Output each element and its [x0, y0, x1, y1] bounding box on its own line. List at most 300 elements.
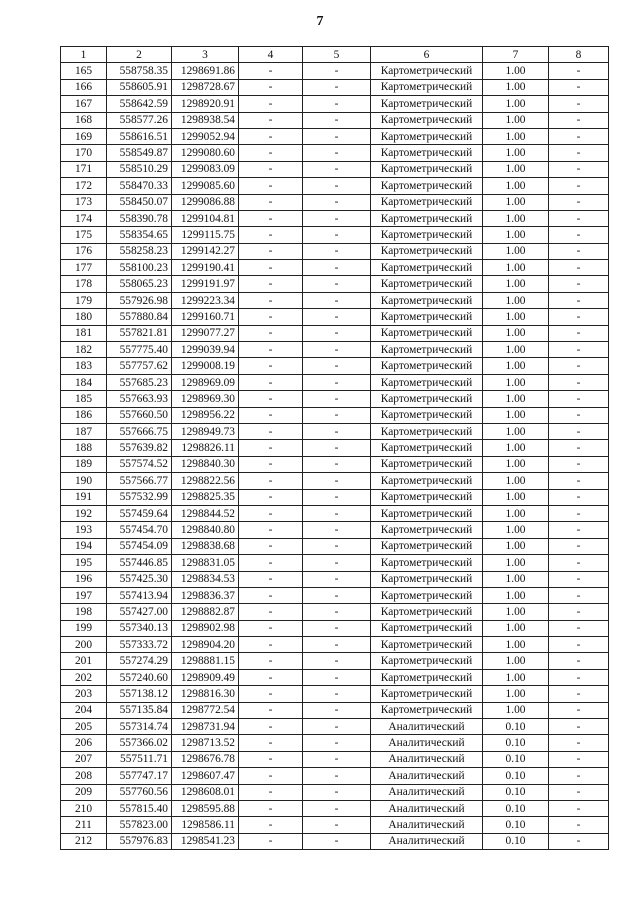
column-4-cell: - — [239, 505, 303, 521]
method-cell: Картометрический — [371, 128, 483, 144]
column-4-cell: - — [239, 620, 303, 636]
column-5-cell: - — [303, 292, 371, 308]
column-4-cell: - — [239, 719, 303, 735]
method-cell: Картометрический — [371, 505, 483, 521]
column-5-cell: - — [303, 342, 371, 358]
point-number-cell: 195 — [61, 555, 107, 571]
column-4-cell: - — [239, 79, 303, 95]
y-coordinate-cell: 1298816.30 — [172, 686, 239, 702]
column-8-cell: - — [549, 161, 609, 177]
column-8-cell: - — [549, 145, 609, 161]
column-5-cell: - — [303, 227, 371, 243]
column-5-cell: - — [303, 653, 371, 669]
x-coordinate-cell: 557685.23 — [107, 374, 172, 390]
column-4-cell: - — [239, 243, 303, 259]
method-cell: Картометрический — [371, 686, 483, 702]
point-number-cell: 192 — [61, 505, 107, 521]
y-coordinate-cell: 1299008.19 — [172, 358, 239, 374]
y-coordinate-cell: 1298969.30 — [172, 391, 239, 407]
y-coordinate-cell: 1298713.52 — [172, 735, 239, 751]
accuracy-cell: 0.10 — [483, 817, 549, 833]
table-row — [61, 538, 609, 554]
accuracy-cell: 1.00 — [483, 276, 549, 292]
column-8-cell: - — [549, 423, 609, 439]
column-8-cell: - — [549, 587, 609, 603]
point-number-cell: 169 — [61, 128, 107, 144]
column-5-cell: - — [303, 63, 371, 79]
point-number-cell: 189 — [61, 456, 107, 472]
x-coordinate-cell: 557425.30 — [107, 571, 172, 587]
column-5-cell: - — [303, 604, 371, 620]
accuracy-cell: 1.00 — [483, 538, 549, 554]
method-cell: Картометрический — [371, 112, 483, 128]
accuracy-cell: 0.10 — [483, 784, 549, 800]
x-coordinate-cell: 558450.07 — [107, 194, 172, 210]
column-8-cell: - — [549, 309, 609, 325]
column-4-cell: - — [239, 96, 303, 112]
y-coordinate-cell: 1298840.30 — [172, 456, 239, 472]
table-row — [61, 784, 609, 800]
y-coordinate-cell: 1298608.01 — [172, 784, 239, 800]
method-cell: Картометрический — [371, 227, 483, 243]
table-row — [61, 473, 609, 489]
x-coordinate-cell: 557454.09 — [107, 538, 172, 554]
point-number-cell: 207 — [61, 751, 107, 767]
method-cell: Картометрический — [371, 161, 483, 177]
point-number-cell: 208 — [61, 768, 107, 784]
x-coordinate-cell: 557821.81 — [107, 325, 172, 341]
column-8-cell: - — [549, 751, 609, 767]
column-5-cell: - — [303, 374, 371, 390]
y-coordinate-cell: 1298825.35 — [172, 489, 239, 505]
y-coordinate-cell: 1299085.60 — [172, 178, 239, 194]
column-8-cell: - — [549, 407, 609, 423]
column-8-cell: - — [549, 489, 609, 505]
table-row — [61, 522, 609, 538]
method-cell: Картометрический — [371, 456, 483, 472]
method-cell: Аналитический — [371, 719, 483, 735]
column-4-cell: - — [239, 751, 303, 767]
column-4-cell: - — [239, 669, 303, 685]
column-4-cell: - — [239, 260, 303, 276]
column-5-cell: - — [303, 473, 371, 489]
column-4-cell: - — [239, 342, 303, 358]
accuracy-cell: 1.00 — [483, 440, 549, 456]
column-5-cell: - — [303, 407, 371, 423]
y-coordinate-cell: 1299104.81 — [172, 210, 239, 226]
column-5-cell: - — [303, 669, 371, 685]
y-coordinate-cell: 1298586.11 — [172, 817, 239, 833]
point-number-cell: 176 — [61, 243, 107, 259]
column-4-cell: - — [239, 686, 303, 702]
y-coordinate-cell: 1299039.94 — [172, 342, 239, 358]
x-coordinate-cell: 557274.29 — [107, 653, 172, 669]
accuracy-cell: 1.00 — [483, 342, 549, 358]
column-header: 1 — [61, 47, 107, 63]
point-number-cell: 198 — [61, 604, 107, 620]
table-row — [61, 407, 609, 423]
column-8-cell: - — [549, 227, 609, 243]
point-number-cell: 197 — [61, 587, 107, 603]
x-coordinate-cell: 557660.50 — [107, 407, 172, 423]
point-number-cell: 187 — [61, 423, 107, 439]
column-5-cell: - — [303, 817, 371, 833]
accuracy-cell: 1.00 — [483, 79, 549, 95]
column-4-cell: - — [239, 587, 303, 603]
column-8-cell: - — [549, 735, 609, 751]
y-coordinate-cell: 1298826.11 — [172, 440, 239, 456]
column-4-cell: - — [239, 522, 303, 538]
table-row — [61, 440, 609, 456]
point-number-cell: 172 — [61, 178, 107, 194]
point-number-cell: 194 — [61, 538, 107, 554]
x-coordinate-cell: 557574.52 — [107, 456, 172, 472]
table-row — [61, 637, 609, 653]
y-coordinate-cell: 1299190.41 — [172, 260, 239, 276]
point-number-cell: 177 — [61, 260, 107, 276]
table-row — [61, 735, 609, 751]
table-row — [61, 423, 609, 439]
method-cell: Картометрический — [371, 473, 483, 489]
point-number-cell: 178 — [61, 276, 107, 292]
accuracy-cell: 1.00 — [483, 669, 549, 685]
column-8-cell: - — [549, 260, 609, 276]
column-4-cell: - — [239, 276, 303, 292]
table-row — [61, 489, 609, 505]
point-number-cell: 167 — [61, 96, 107, 112]
y-coordinate-cell: 1299191.97 — [172, 276, 239, 292]
y-coordinate-cell: 1298838.68 — [172, 538, 239, 554]
column-5-cell: - — [303, 309, 371, 325]
column-5-cell: - — [303, 538, 371, 554]
x-coordinate-cell: 558065.23 — [107, 276, 172, 292]
accuracy-cell: 1.00 — [483, 423, 549, 439]
table-row — [61, 309, 609, 325]
y-coordinate-cell: 1299083.09 — [172, 161, 239, 177]
point-number-cell: 199 — [61, 620, 107, 636]
accuracy-cell: 1.00 — [483, 407, 549, 423]
point-number-cell: 193 — [61, 522, 107, 538]
table-row — [61, 96, 609, 112]
column-4-cell: - — [239, 473, 303, 489]
column-8-cell: - — [549, 358, 609, 374]
accuracy-cell: 1.00 — [483, 128, 549, 144]
column-4-cell: - — [239, 407, 303, 423]
table-row — [61, 161, 609, 177]
y-coordinate-cell: 1298728.67 — [172, 79, 239, 95]
accuracy-cell: 0.10 — [483, 735, 549, 751]
accuracy-cell: 1.00 — [483, 63, 549, 79]
accuracy-cell: 1.00 — [483, 637, 549, 653]
column-8-cell: - — [549, 768, 609, 784]
column-4-cell: - — [239, 784, 303, 800]
x-coordinate-cell: 557340.13 — [107, 620, 172, 636]
table-row — [61, 751, 609, 767]
point-number-cell: 170 — [61, 145, 107, 161]
method-cell: Аналитический — [371, 735, 483, 751]
x-coordinate-cell: 558258.23 — [107, 243, 172, 259]
table-row — [61, 292, 609, 308]
method-cell: Картометрический — [371, 325, 483, 341]
column-8-cell: - — [549, 833, 609, 849]
column-4-cell: - — [239, 555, 303, 571]
x-coordinate-cell: 557333.72 — [107, 637, 172, 653]
column-5-cell: - — [303, 161, 371, 177]
method-cell: Картометрический — [371, 571, 483, 587]
accuracy-cell: 1.00 — [483, 604, 549, 620]
column-header: 7 — [483, 47, 549, 63]
accuracy-cell: 1.00 — [483, 227, 549, 243]
column-8-cell: - — [549, 440, 609, 456]
column-header: 3 — [172, 47, 239, 63]
x-coordinate-cell: 558470.33 — [107, 178, 172, 194]
method-cell: Картометрический — [371, 604, 483, 620]
column-5-cell: - — [303, 735, 371, 751]
point-number-cell: 166 — [61, 79, 107, 95]
column-4-cell: - — [239, 637, 303, 653]
x-coordinate-cell: 558100.23 — [107, 260, 172, 276]
x-coordinate-cell: 557747.17 — [107, 768, 172, 784]
column-header: 8 — [549, 47, 609, 63]
accuracy-cell: 1.00 — [483, 473, 549, 489]
y-coordinate-cell: 1298607.47 — [172, 768, 239, 784]
column-8-cell: - — [549, 620, 609, 636]
method-cell: Картометрический — [371, 587, 483, 603]
method-cell: Картометрический — [371, 210, 483, 226]
point-number-cell: 184 — [61, 374, 107, 390]
point-number-cell: 212 — [61, 833, 107, 849]
accuracy-cell: 1.00 — [483, 292, 549, 308]
column-4-cell: - — [239, 456, 303, 472]
x-coordinate-cell: 557775.40 — [107, 342, 172, 358]
table-row — [61, 800, 609, 816]
table-row — [61, 325, 609, 341]
point-number-cell: 185 — [61, 391, 107, 407]
method-cell: Картометрический — [371, 276, 483, 292]
point-number-cell: 174 — [61, 210, 107, 226]
column-4-cell: - — [239, 227, 303, 243]
column-8-cell: - — [549, 292, 609, 308]
point-number-cell: 175 — [61, 227, 107, 243]
x-coordinate-cell: 557135.84 — [107, 702, 172, 718]
method-cell: Картометрический — [371, 96, 483, 112]
method-cell: Картометрический — [371, 538, 483, 554]
y-coordinate-cell: 1298831.05 — [172, 555, 239, 571]
table-row — [61, 669, 609, 685]
method-cell: Аналитический — [371, 833, 483, 849]
x-coordinate-cell: 558354.65 — [107, 227, 172, 243]
y-coordinate-cell: 1298840.80 — [172, 522, 239, 538]
column-8-cell: - — [549, 604, 609, 620]
point-number-cell: 180 — [61, 309, 107, 325]
y-coordinate-cell: 1298772.54 — [172, 702, 239, 718]
method-cell: Картометрический — [371, 309, 483, 325]
column-8-cell: - — [549, 784, 609, 800]
x-coordinate-cell: 557757.62 — [107, 358, 172, 374]
x-coordinate-cell: 557760.56 — [107, 784, 172, 800]
column-8-cell: - — [549, 210, 609, 226]
column-5-cell: - — [303, 637, 371, 653]
y-coordinate-cell: 1298676.78 — [172, 751, 239, 767]
point-number-cell: 200 — [61, 637, 107, 653]
method-cell: Картометрический — [371, 194, 483, 210]
accuracy-cell: 1.00 — [483, 505, 549, 521]
y-coordinate-cell: 1298834.53 — [172, 571, 239, 587]
column-8-cell: - — [549, 342, 609, 358]
column-5-cell: - — [303, 145, 371, 161]
x-coordinate-cell: 557454.70 — [107, 522, 172, 538]
table-row — [61, 620, 609, 636]
x-coordinate-cell: 557880.84 — [107, 309, 172, 325]
point-number-cell: 182 — [61, 342, 107, 358]
column-header: 5 — [303, 47, 371, 63]
x-coordinate-cell: 557666.75 — [107, 423, 172, 439]
x-coordinate-cell: 558642.59 — [107, 96, 172, 112]
accuracy-cell: 0.10 — [483, 719, 549, 735]
column-4-cell: - — [239, 358, 303, 374]
point-number-cell: 205 — [61, 719, 107, 735]
column-5-cell: - — [303, 276, 371, 292]
point-number-cell: 211 — [61, 817, 107, 833]
column-5-cell: - — [303, 686, 371, 702]
point-number-cell: 202 — [61, 669, 107, 685]
column-4-cell: - — [239, 702, 303, 718]
point-number-cell: 196 — [61, 571, 107, 587]
point-number-cell: 190 — [61, 473, 107, 489]
column-4-cell: - — [239, 538, 303, 554]
column-5-cell: - — [303, 489, 371, 505]
table-row — [61, 456, 609, 472]
column-8-cell: - — [549, 653, 609, 669]
y-coordinate-cell: 1298882.87 — [172, 604, 239, 620]
column-8-cell: - — [549, 128, 609, 144]
column-5-cell: - — [303, 719, 371, 735]
accuracy-cell: 1.00 — [483, 309, 549, 325]
x-coordinate-cell: 557511.71 — [107, 751, 172, 767]
accuracy-cell: 1.00 — [483, 161, 549, 177]
method-cell: Картометрический — [371, 423, 483, 439]
table-header-row — [61, 47, 609, 63]
page-number: 7 — [316, 14, 324, 29]
method-cell: Картометрический — [371, 669, 483, 685]
y-coordinate-cell: 1299115.75 — [172, 227, 239, 243]
column-5-cell: - — [303, 260, 371, 276]
x-coordinate-cell: 558758.35 — [107, 63, 172, 79]
accuracy-cell: 1.00 — [483, 620, 549, 636]
method-cell: Картометрический — [371, 653, 483, 669]
accuracy-cell: 1.00 — [483, 374, 549, 390]
accuracy-cell: 0.10 — [483, 751, 549, 767]
accuracy-cell: 1.00 — [483, 702, 549, 718]
accuracy-cell: 0.10 — [483, 833, 549, 849]
method-cell: Аналитический — [371, 800, 483, 816]
point-number-cell: 188 — [61, 440, 107, 456]
table-row — [61, 227, 609, 243]
method-cell: Картометрический — [371, 522, 483, 538]
table-row — [61, 63, 609, 79]
y-coordinate-cell: 1298956.22 — [172, 407, 239, 423]
accuracy-cell: 1.00 — [483, 653, 549, 669]
x-coordinate-cell: 557663.93 — [107, 391, 172, 407]
table-row — [61, 702, 609, 718]
accuracy-cell: 1.00 — [483, 243, 549, 259]
column-8-cell: - — [549, 63, 609, 79]
table-row — [61, 555, 609, 571]
table-row — [61, 342, 609, 358]
column-5-cell: - — [303, 243, 371, 259]
y-coordinate-cell: 1298969.09 — [172, 374, 239, 390]
column-5-cell: - — [303, 358, 371, 374]
method-cell: Картометрический — [371, 260, 483, 276]
column-5-cell: - — [303, 178, 371, 194]
method-cell: Аналитический — [371, 768, 483, 784]
y-coordinate-cell: 1299086.88 — [172, 194, 239, 210]
x-coordinate-cell: 557976.83 — [107, 833, 172, 849]
coordinates-table — [60, 46, 609, 850]
table-row — [61, 178, 609, 194]
column-5-cell: - — [303, 587, 371, 603]
column-8-cell: - — [549, 686, 609, 702]
x-coordinate-cell: 557314.74 — [107, 719, 172, 735]
y-coordinate-cell: 1298836.37 — [172, 587, 239, 603]
table-row — [61, 505, 609, 521]
column-8-cell: - — [549, 800, 609, 816]
y-coordinate-cell: 1299080.60 — [172, 145, 239, 161]
column-4-cell: - — [239, 653, 303, 669]
column-8-cell: - — [549, 79, 609, 95]
accuracy-cell: 1.00 — [483, 686, 549, 702]
x-coordinate-cell: 557532.99 — [107, 489, 172, 505]
accuracy-cell: 1.00 — [483, 391, 549, 407]
table-row — [61, 587, 609, 603]
y-coordinate-cell: 1298541.23 — [172, 833, 239, 849]
column-header: 6 — [371, 47, 483, 63]
method-cell: Аналитический — [371, 751, 483, 767]
accuracy-cell: 1.00 — [483, 145, 549, 161]
point-number-cell: 173 — [61, 194, 107, 210]
table-row — [61, 686, 609, 702]
point-number-cell: 210 — [61, 800, 107, 816]
accuracy-cell: 1.00 — [483, 555, 549, 571]
column-5-cell: - — [303, 768, 371, 784]
column-4-cell: - — [239, 292, 303, 308]
method-cell: Картометрический — [371, 391, 483, 407]
column-8-cell: - — [549, 719, 609, 735]
column-4-cell: - — [239, 440, 303, 456]
column-8-cell: - — [549, 522, 609, 538]
method-cell: Картометрический — [371, 440, 483, 456]
y-coordinate-cell: 1298881.15 — [172, 653, 239, 669]
column-4-cell: - — [239, 178, 303, 194]
method-cell: Картометрический — [371, 145, 483, 161]
column-4-cell: - — [239, 571, 303, 587]
point-number-cell: 203 — [61, 686, 107, 702]
column-4-cell: - — [239, 194, 303, 210]
column-4-cell: - — [239, 145, 303, 161]
method-cell: Аналитический — [371, 817, 483, 833]
accuracy-cell: 1.00 — [483, 96, 549, 112]
y-coordinate-cell: 1299142.27 — [172, 243, 239, 259]
column-8-cell: - — [549, 243, 609, 259]
column-8-cell: - — [549, 637, 609, 653]
point-number-cell: 191 — [61, 489, 107, 505]
point-number-cell: 168 — [61, 112, 107, 128]
column-4-cell: - — [239, 374, 303, 390]
accuracy-cell: 1.00 — [483, 456, 549, 472]
table-row — [61, 260, 609, 276]
table-row — [61, 833, 609, 849]
table-row — [61, 817, 609, 833]
